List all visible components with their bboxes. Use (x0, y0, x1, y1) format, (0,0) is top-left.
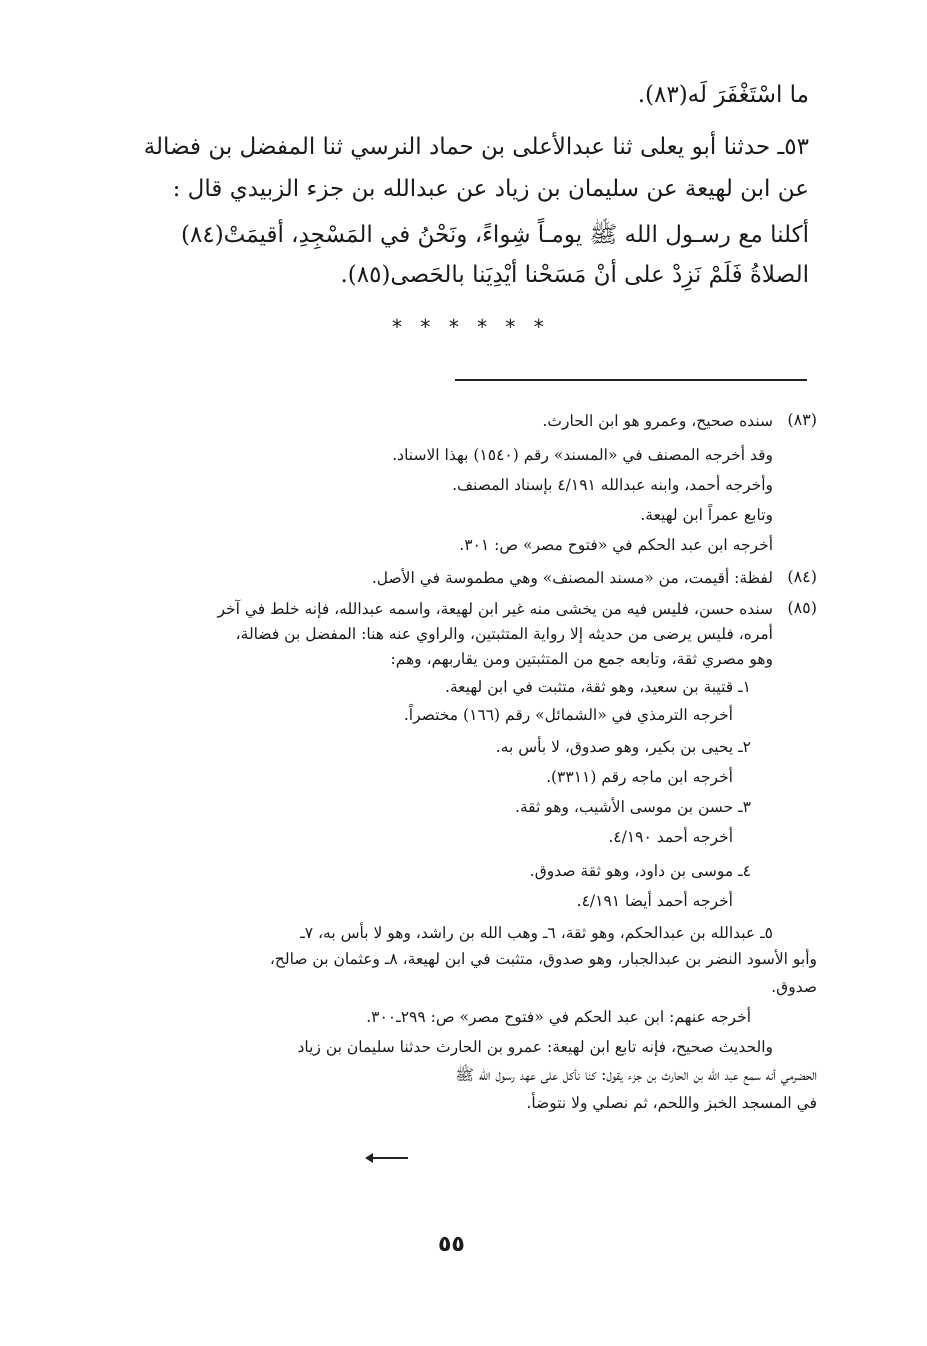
footnote-85-line-15: أخرجه عنهم: ابن عبد الحكم في «فتوح مصر» ص: ٢٩٩ـ٣٠٠. (366, 1008, 751, 1026)
footnote-83-line-5: أخرجه ابن عبد الحكم في «فتوح مصر» ص: ٣٠١. (459, 536, 773, 554)
footnote-number-85: (٨٥) (787, 598, 817, 617)
main-line-4: أكلنا مع رسـول الله ﷺ يومـاً شِواءً، ونَحْنُ في المَسْجِدِ، أقيمَتْ(٨٤) (180, 222, 809, 248)
footnote-85-line-13: وأبو الأسود النضر بن عبدالجبار، وهو صدوق، متثبت في ابن لهيعة، ٨ـ وعثمان بن صالح، (269, 950, 817, 968)
footnote-83-line-2: وقد أخرجه المصنف في «المسند» رقم (١٥٤٠) بهذا الاسناد. (392, 446, 773, 464)
footnote-83-line-4: وتابع عمراً ابن لهيعة. (640, 506, 773, 524)
footnote-85-line-14: صدوق. (771, 978, 817, 996)
footnote-85-line-8: ٣ـ حسن بن موسى الأشيب، وهو ثقة. (514, 798, 751, 816)
footnote-85-line-1: سنده حسن، فليس فيه من يخشى منه غير ابن لهيعة، واسمه عبدالله، فإنه خلط في آخر (217, 600, 773, 618)
continuation-arrow-icon (372, 1157, 408, 1159)
footnote-85-line-11: أخرجه أحمد أيضا ٤/١٩١. (576, 892, 733, 910)
section-separator: * * * * * * (392, 315, 550, 339)
footnote-85-line-3: وهو مصري ثقة، وتابعه جمع من المتثبتين ومن يقاربهم، وهم: (390, 650, 773, 668)
footnote-83-line-1: سنده صحيح، وعمرو هو ابن الحارث. (542, 412, 773, 430)
footnote-83-line-3: وأخرجه أحمد، وابنه عبدالله ٤/١٩١ بإسناد المصنف. (452, 476, 773, 494)
footnote-85-line-7: أخرجه ابن ماجه رقم (٣٣١١). (546, 768, 733, 786)
main-line-2: ٥٣ـ حدثنا أبو يعلى ثنا عبدالأعلى بن حماد النرسي ثنا المفضل بن فضالة (143, 134, 809, 160)
footnote-85-line-12: ٥ـ عبدالله بن عبدالحكم، وهو ثقة، ٦ـ وهب الله بن راشد، وهو لا بأس به، ٧ـ (300, 924, 773, 942)
footnote-85-line-17: الحضرمي أنه سمع عبد الله بن الحارث بن جزء يقول: كنا نأكل على عهد رسول الله ﷺ (455, 1066, 817, 1084)
footnote-85-line-6: ٢ـ يحيى بن بكير، وهو صدوق، لا بأس به. (495, 738, 751, 756)
main-line-1: ما اسْتَغْفَرَ لَه(٨٣). (637, 82, 809, 108)
footnote-84-line-1: لفظة: أقيمت، من «مسند المصنف» وهي مطموسة في الأصل. (371, 569, 773, 587)
footnote-divider (455, 379, 807, 381)
main-line-5: الصلاةُ فَلَمْ نَزِدْ على أنْ مَسَحْنا أيْدِيَنا بالحَصى(٨٥). (340, 262, 809, 288)
footnote-number-83: (٨٣) (787, 410, 817, 429)
footnote-85-line-10: ٤ـ موسى بن داود، وهو ثقة صدوق. (529, 862, 751, 880)
footnote-85-line-18: في المسجد الخبز واللحم، ثم نصلي ولا نتوضأ. (526, 1094, 817, 1112)
footnote-85-line-5: أخرجه الترمذي في «الشمائل» رقم (١٦٦) مختصراً. (403, 706, 733, 724)
page-number: ٥٥ (438, 1232, 465, 1257)
footnote-85-line-2: أمره، فليس يرضى من حديثه إلا رواية المتثبتين، والراوي عنه هنا: المفضل بن فضالة، (235, 625, 773, 643)
footnote-85-line-9: أخرجه أحمد ٤/١٩٠. (608, 828, 733, 846)
footnote-number-84: (٨٤) (787, 567, 817, 586)
main-line-3: عن ابن لهيعة عن سليمان بن زياد عن عبدالله بن جزء الزبيدي قال : (172, 176, 809, 202)
footnote-85-line-16: والحديث صحيح، فإنه تابع ابن لهيعة: عمرو بن الحارث حدثنا سليمان بن زياد (297, 1038, 773, 1056)
footnote-85-line-4: ١ـ قتيبة بن سعيد، وهو ثقة، متثبت في ابن لهيعة. (444, 678, 751, 696)
